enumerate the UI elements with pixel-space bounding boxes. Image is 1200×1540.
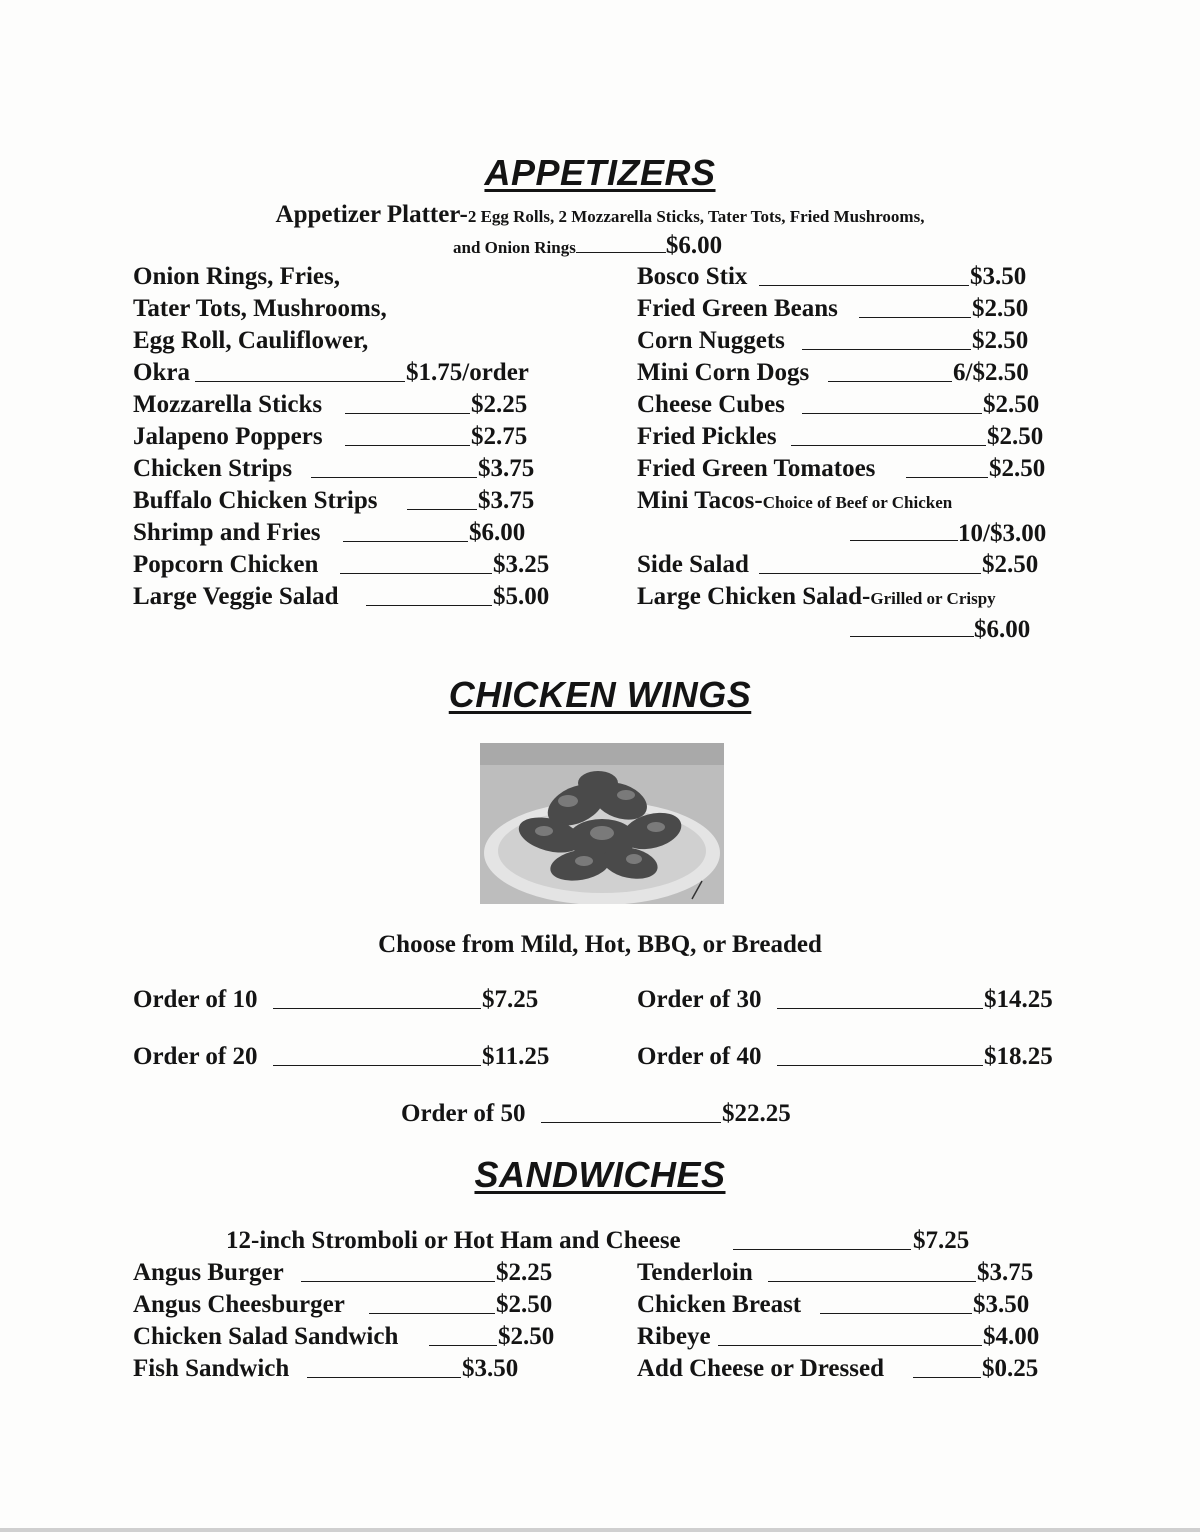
sandwiches-heading: SANDWICHES bbox=[474, 1154, 726, 1195]
platter-name: Appetizer Platter- bbox=[275, 201, 468, 228]
chicken-wings-heading: CHICKEN WINGS bbox=[448, 674, 752, 715]
platter-description-cont: and Onion Rings bbox=[453, 238, 576, 257]
menu-item bbox=[133, 1042, 563, 1072]
menu-item bbox=[637, 422, 1057, 452]
menu-item bbox=[133, 390, 553, 420]
item-name: Chicken Salad Sandwich bbox=[133, 1323, 399, 1350]
menu-item-mini-tacos bbox=[637, 486, 952, 518]
leader-line bbox=[340, 573, 492, 574]
item-price: $22.25 bbox=[722, 1100, 791, 1127]
item-name: Okra bbox=[133, 359, 190, 386]
item-price: $4.00 bbox=[983, 1323, 1040, 1350]
item-price: $2.50 bbox=[983, 391, 1040, 418]
item-name: Buffalo Chicken Strips bbox=[133, 487, 378, 514]
item-price: $3.50 bbox=[462, 1355, 519, 1382]
menu-item bbox=[637, 1354, 1057, 1384]
leader-line bbox=[759, 573, 981, 574]
item-name: Large Veggie Salad bbox=[133, 583, 339, 610]
leader-line bbox=[345, 413, 470, 414]
leader-line bbox=[777, 1008, 983, 1009]
leader-line bbox=[802, 349, 971, 350]
item-name: Side Salad bbox=[637, 551, 749, 578]
leader-line bbox=[733, 1249, 911, 1250]
leader-line bbox=[576, 230, 666, 253]
menu-item bbox=[133, 1258, 563, 1288]
leader-line bbox=[273, 1008, 481, 1009]
menu-item-large-chicken-salad bbox=[637, 582, 996, 614]
menu-item bbox=[637, 1290, 1057, 1320]
item-price: $3.75 bbox=[977, 1259, 1034, 1286]
leader-line bbox=[906, 477, 988, 478]
menu-item bbox=[637, 550, 1057, 580]
item-name: Chicken Breast bbox=[637, 1291, 802, 1318]
item-price: $3.75 bbox=[478, 455, 535, 482]
leader-line bbox=[311, 477, 477, 478]
leader-line bbox=[913, 1377, 981, 1378]
item-name: Mini Tacos- bbox=[637, 487, 763, 514]
item-name: Chicken Strips bbox=[133, 455, 293, 482]
menu-item bbox=[133, 422, 553, 452]
appetizers-heading: APPETIZERS bbox=[484, 152, 716, 193]
platter-price: $6.00 bbox=[665, 232, 723, 259]
leader-line bbox=[307, 1377, 461, 1378]
menu-item bbox=[133, 985, 563, 1015]
item-price: $2.50 bbox=[972, 295, 1029, 322]
leader-line bbox=[541, 1122, 721, 1123]
item-price: $3.50 bbox=[970, 263, 1027, 290]
item-price: $2.25 bbox=[471, 391, 528, 418]
menu-item bbox=[133, 262, 340, 292]
wings-sauce-choices: Choose from Mild, Hot, BBQ, or Breaded bbox=[378, 931, 822, 958]
menu-item bbox=[637, 390, 1057, 420]
chicken-wings-photo bbox=[480, 743, 724, 904]
item-price: $2.50 bbox=[989, 455, 1046, 482]
item-price: $3.50 bbox=[973, 1291, 1030, 1318]
item-name: Corn Nuggets bbox=[637, 327, 785, 354]
item-name: Tenderloin bbox=[637, 1259, 753, 1286]
item-name: Bosco Stix bbox=[637, 263, 748, 290]
item-name: Jalapeno Poppers bbox=[133, 423, 323, 450]
item-note: Choice of Beef or Chicken bbox=[762, 493, 953, 512]
menu-item bbox=[637, 1258, 1057, 1288]
item-price: $3.75 bbox=[478, 487, 535, 514]
item-name: Order of 30 bbox=[637, 986, 762, 1013]
leader-line bbox=[345, 445, 470, 446]
item-price: $5.00 bbox=[493, 583, 550, 610]
item-name: Large Chicken Salad- bbox=[637, 583, 871, 610]
appetizer-platter-line-1 bbox=[0, 200, 1200, 232]
item-price: $2.50 bbox=[972, 327, 1029, 354]
item-name: Fried Green Beans bbox=[637, 295, 838, 322]
item-price: $7.25 bbox=[482, 986, 539, 1013]
item-name: Ribeye bbox=[637, 1323, 711, 1350]
item-name: Popcorn Chicken bbox=[133, 551, 319, 578]
item-name: Order of 20 bbox=[133, 1043, 258, 1070]
menu-item bbox=[133, 518, 553, 548]
menu-item bbox=[133, 550, 563, 580]
menu-item bbox=[637, 326, 1037, 356]
menu-item bbox=[133, 294, 387, 324]
menu-item bbox=[133, 358, 553, 388]
item-price: $2.75 bbox=[471, 423, 528, 450]
item-name: Fried Green Tomatoes bbox=[637, 455, 876, 482]
item-price: $2.25 bbox=[496, 1259, 553, 1286]
menu-item bbox=[133, 486, 553, 516]
leader-line bbox=[718, 1345, 982, 1346]
item-name: Angus Cheesburger bbox=[133, 1291, 345, 1318]
menu-item bbox=[133, 1354, 563, 1384]
item-price: $6.00 bbox=[469, 519, 526, 546]
item-name: Order of 50 bbox=[401, 1100, 526, 1127]
item-name: Cheese Cubes bbox=[637, 391, 785, 418]
scan-edge-line bbox=[0, 1528, 1200, 1532]
menu-item-large-chicken-salad-price bbox=[850, 614, 1030, 645]
menu-item bbox=[637, 294, 1037, 324]
item-name: Onion Rings, Fries, bbox=[133, 263, 340, 290]
leader-line bbox=[850, 614, 974, 637]
menu-item bbox=[637, 262, 1037, 292]
leader-line bbox=[407, 509, 477, 510]
leader-line bbox=[273, 1065, 481, 1066]
item-name: Egg Roll, Cauliflower, bbox=[133, 327, 369, 354]
item-price: $2.50 bbox=[987, 423, 1044, 450]
menu-item bbox=[133, 454, 553, 484]
leader-line bbox=[777, 1065, 983, 1066]
menu-item bbox=[401, 1099, 821, 1129]
leader-line bbox=[768, 1281, 976, 1282]
leader-line bbox=[850, 518, 958, 541]
menu-item bbox=[637, 1042, 1067, 1072]
item-name: Fried Pickles bbox=[637, 423, 777, 450]
item-price: 6/$2.50 bbox=[953, 359, 1029, 386]
leader-line bbox=[301, 1281, 495, 1282]
menu-item-stromboli bbox=[226, 1226, 986, 1256]
item-price: 10/$3.00 bbox=[958, 520, 1047, 547]
menu-item bbox=[637, 358, 1047, 388]
item-name: Angus Burger bbox=[133, 1259, 284, 1286]
leader-line bbox=[195, 381, 405, 382]
item-name: Fish Sandwich bbox=[133, 1355, 290, 1382]
item-name: 12-inch Stromboli or Hot Ham and Cheese bbox=[226, 1227, 681, 1254]
item-price: $7.25 bbox=[913, 1227, 970, 1254]
item-price: $2.50 bbox=[982, 551, 1039, 578]
item-name: Order of 10 bbox=[133, 986, 258, 1013]
menu-item bbox=[133, 326, 368, 356]
menu-item-mini-tacos-price bbox=[850, 518, 1046, 549]
item-price: $2.50 bbox=[498, 1323, 555, 1350]
item-name: Shrimp and Fries bbox=[133, 519, 321, 546]
item-price: $3.25 bbox=[493, 551, 550, 578]
item-price: $2.50 bbox=[496, 1291, 553, 1318]
menu-item bbox=[133, 1290, 563, 1320]
item-price: $14.25 bbox=[984, 986, 1053, 1013]
leader-line bbox=[820, 1313, 972, 1314]
leader-line bbox=[369, 1313, 495, 1314]
appetizer-platter-line-2 bbox=[453, 230, 722, 263]
menu-item bbox=[637, 1322, 1057, 1352]
menu-item bbox=[133, 1322, 563, 1352]
item-name: Tater Tots, Mushrooms, bbox=[133, 295, 387, 322]
menu-item bbox=[637, 985, 1067, 1015]
item-name: Add Cheese or Dressed bbox=[637, 1355, 884, 1382]
item-price: $18.25 bbox=[984, 1043, 1053, 1070]
leader-line bbox=[828, 381, 952, 382]
leader-line bbox=[802, 413, 982, 414]
leader-line bbox=[429, 1345, 497, 1346]
item-price: $6.00 bbox=[974, 616, 1031, 643]
leader-line bbox=[366, 605, 492, 606]
item-price: $11.25 bbox=[482, 1043, 550, 1070]
menu-item bbox=[133, 582, 563, 612]
leader-line bbox=[791, 445, 986, 446]
leader-line bbox=[759, 285, 969, 286]
item-price: $1.75/order bbox=[406, 359, 529, 386]
platter-description: 2 Egg Rolls, 2 Mozzarella Sticks, Tater Tots, Fried Mushrooms, bbox=[467, 207, 925, 226]
item-name: Mozzarella Sticks bbox=[133, 391, 323, 418]
leader-line bbox=[343, 541, 468, 542]
leader-line bbox=[859, 317, 971, 318]
menu-item bbox=[637, 454, 1057, 484]
item-name: Mini Corn Dogs bbox=[637, 359, 810, 386]
item-name: Order of 40 bbox=[637, 1043, 762, 1070]
item-price: $0.25 bbox=[982, 1355, 1039, 1382]
item-note: Grilled or Crispy bbox=[870, 589, 996, 608]
